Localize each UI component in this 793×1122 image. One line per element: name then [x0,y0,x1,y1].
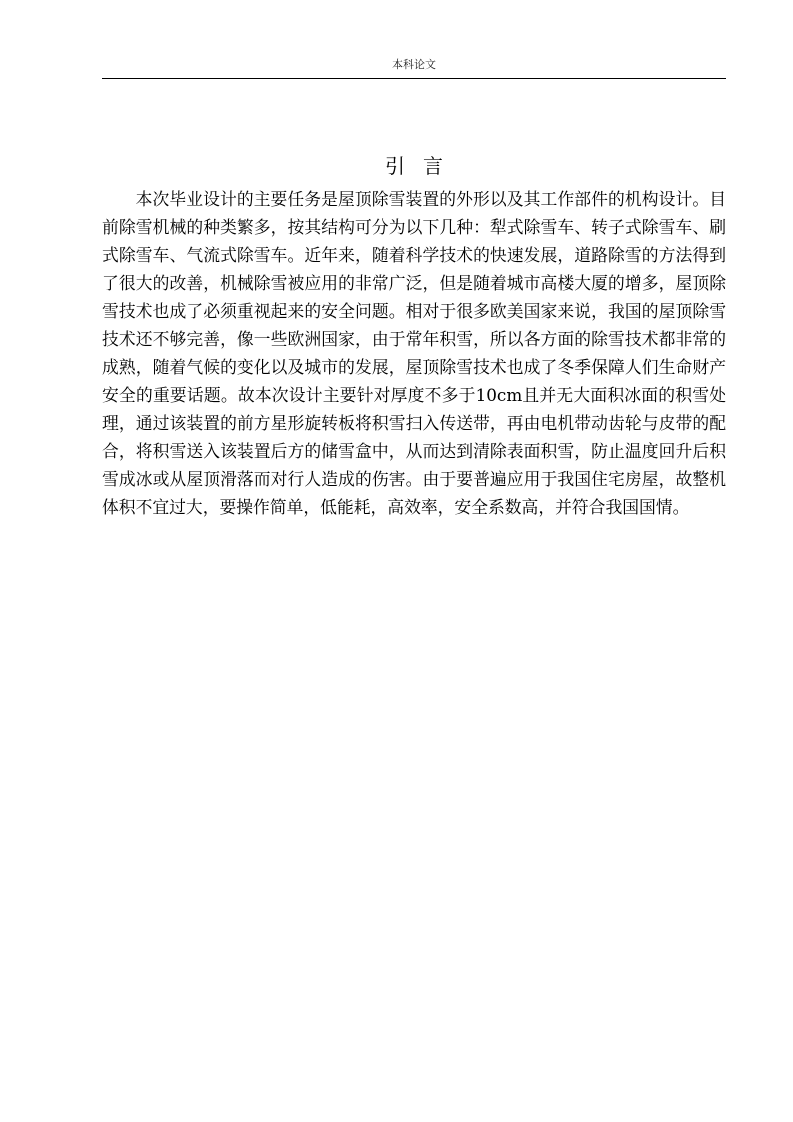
body-paragraph: 本次毕业设计的主要任务是屋顶除雪装置的外形以及其工作部件的机构设计。目前除雪机械的种类繁多，按其结构可分为以下几种：犁式除雪车、转子式除雪车、刷式除雪车、气流式除雪车。近年来，随着科学技术的快速发展，道路除雪的方法得到了很大的改善，机械除雪被应用的非常广泛，但是随着城市高楼大厦的增多，屋顶除雪技术也成了必须重视起来的安全问题。相对于很多欧美国家来说，我国的屋顶除雪技术还不够完善，像一些欧洲国家，由于常年积雪，所以各方面的除雪技术都非常的成熟，随着气候的变化以及城市的发展，屋顶除雪技术也成了冬季保障人们生命财产安全的重要话题。故本次设计主要针对厚度不多于10cm且并无大面积冰面的积雪处理，通过该装置的前方星形旋转板将积雪扫入传送带，再由电机带动齿轮与皮带的配合，将积雪送入该装置后方的储雪盒中，从而达到清除表面积雪，防止温度回升后积雪成冰或从屋顶滑落而对行人造成的伤害。由于要普遍应用于我国住宅房屋，故整机体积不宜过大，要操作简单，低能耗，高效率，安全系数高，并符合我国国情。 [102,189,726,517]
header-text: 本科论文 [392,58,436,71]
page-header [102,54,726,79]
page-title: 引言 [385,154,461,178]
